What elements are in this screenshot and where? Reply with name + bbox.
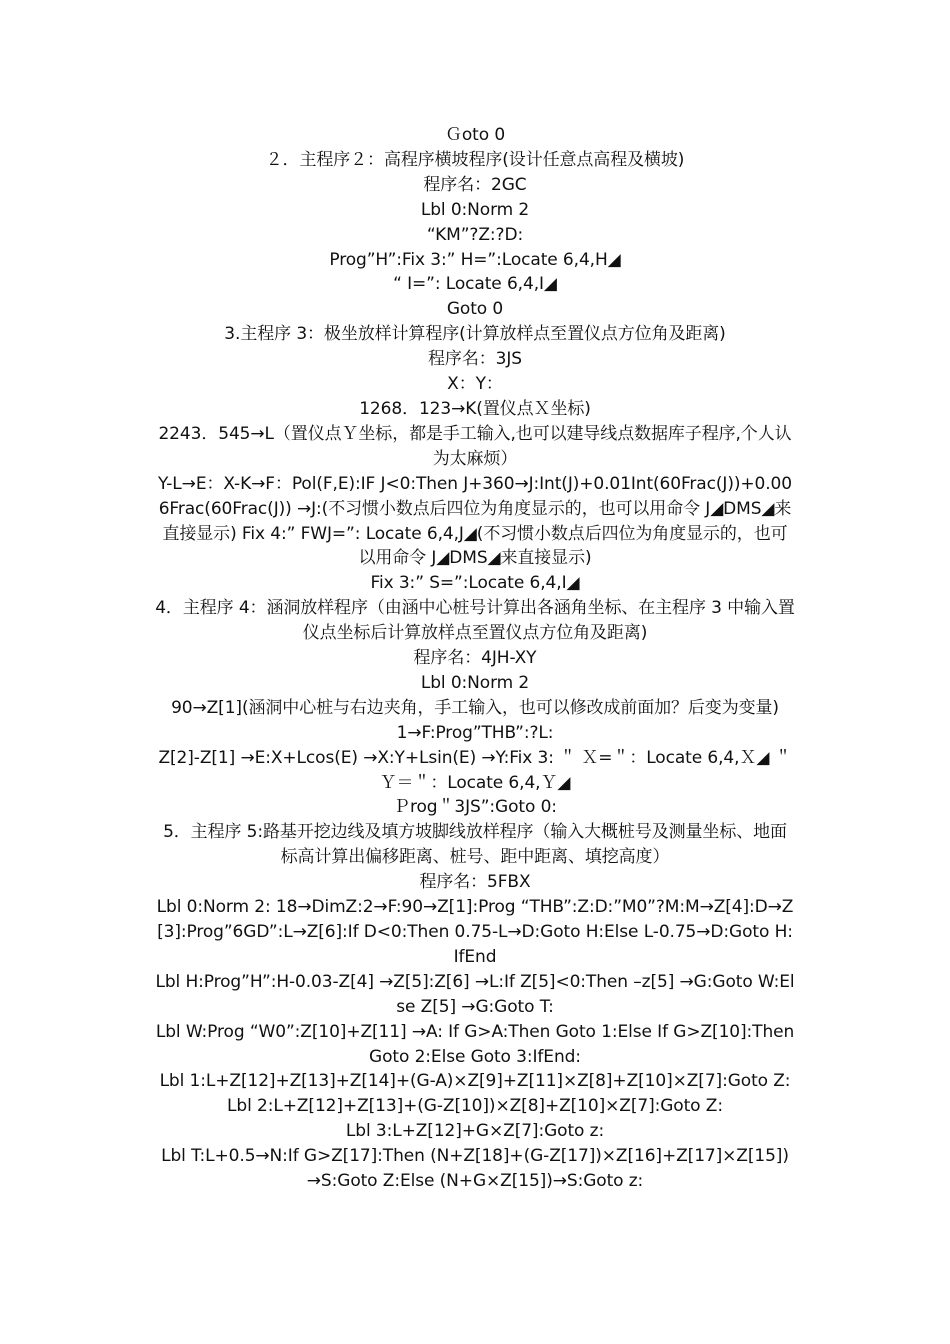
code-line: 90→Z[1](涵洞中心桩与右边夹角，手工输入，也可以修改成前面加？后变为变量) [171,697,779,718]
code-line: “KM”?Z:?D: [426,224,524,245]
code-line: Lbl 1:L+Z[12]+Z[13]+Z[14]+(G-A)×Z[9]+Z[11]×Z[8]+Z[10]×Z[7]:Goto Z: [159,1071,791,1092]
code-line: 1268．123→K(置仪点Ｘ坐标) [359,398,591,419]
program-name: 程序名：2GC [423,174,527,195]
code-line: Lbl T:L+0.5→N:If G>Z[17]:Then (N+Z[18]+(G-Z[17])×Z[16]+Z[17]×Z[15])→S:Goto Z:Else (N+G×Z[15])→S:Goto z: [161,1146,789,1192]
code-line: Y-L→E：X-K→F：Pol(F,E):IF J<0:Then J+360→J:Int(J)+0.01Int(60Frac(J))+0.006Frac(60Frac(J)) →J:(不习惯小数点后四位为角度显示的，也可以用命令 J◢DMS◢来直接显示) Fix 4:” FWJ=”: Locate 6,4,J◢(不习惯小数点后四位为角度显示的，也可以用命令 J◢DMS◢来直接显示) [158,473,792,569]
code-line: Lbl 0:Norm 2 [420,672,530,693]
program-name: 程序名：5FBX [419,872,531,893]
code-line: Ｐrog＂3JS”:Goto 0: [393,797,557,818]
code-line: Lbl 3:L+Z[12]+G×Z[7]:Goto z: [345,1121,605,1142]
code-line: 2243．545→L（置仪点Ｙ坐标，都是手工输入,也可以建导线点数据库子程序,个人认为太麻烦） [158,423,792,469]
program-listing [155,123,795,1194]
section-heading: 3.主程序 3：极坐放样计算程序(计算放样点至置仪点方位角及距离) [224,324,726,345]
section-heading: 4．主程序 4：涵洞放样程序（由涵中心桩号计算出各涵角坐标、在主程序 3 中输入置仪点坐标后计算放样点至置仪点方位角及距离) [155,598,795,644]
code-line: Lbl 2:L+Z[12]+Z[13]+(G-Z[10])×Z[8]+Z[10]×Z[7]:Goto Z: [227,1096,723,1117]
code-line: Prog”H”:Fix 3:” H=”:Locate 6,4,H◢ [329,249,621,270]
program-name: 程序名：4JH-XY [413,648,537,669]
code-line: Goto 0 [446,299,504,320]
section-heading: ２．主程序２：高程序横坡程序(设计任意点高程及横坡) [265,149,685,170]
code-line: Lbl W:Prog “W0”:Z[10]+Z[11] →A: If G>A:Then Goto 1:Else If G>Z[10]:Then Goto 2:Else Goto 3:IfEnd: [155,1021,795,1067]
code-line: Lbl 0:Norm 2 [420,199,530,220]
program-name: 程序名：3JS [428,349,522,370]
code-line: Z[2]-Z[1] →E:X+Lcos(E) →X:Y+Lsin(E) →Y:Fix 3: ＂ Ｘ=＂：Locate 6,4,Ｘ◢ ＂ Ｙ＝＂：Locate 6,4,Ｙ◢ [158,747,792,793]
code-line: “ I=”: Locate 6,4,I◢ [393,274,557,295]
code-line: 1→F:Prog”THB”:?L: [396,722,554,743]
section-heading: 5．主程序 5:路基开挖边线及填方坡脚线放样程序（输入大概桩号及测量坐标、地面标高计算出偏移距离、桩号、距中距离、填挖高度） [163,822,787,868]
code-line: Lbl H:Prog”H”:H-0.03-Z[4] →Z[5]:Z[6] →L:If Z[5]<0:Then –z[5] →G:Goto W:Else Z[5] →G:Goto T: [155,971,795,1017]
code-line: X：Y： [447,374,503,395]
code-line: Lbl 0:Norm 2: 18→DimZ:2→F:90→Z[1]:Prog “THB”:Z:D:”M0”?M:M→Z[4]:D→Z[3]:Prog”6GD”:L→Z[6]:If D<0:Then 0.75-L→D:Goto H:Else L-0.75→D:Goto H:IfEnd [156,897,794,967]
code-line: Fix 3:” S=”:Locate 6,4,I◢ [370,573,580,594]
paragraph: Ｇoto 0 [444,125,506,145]
